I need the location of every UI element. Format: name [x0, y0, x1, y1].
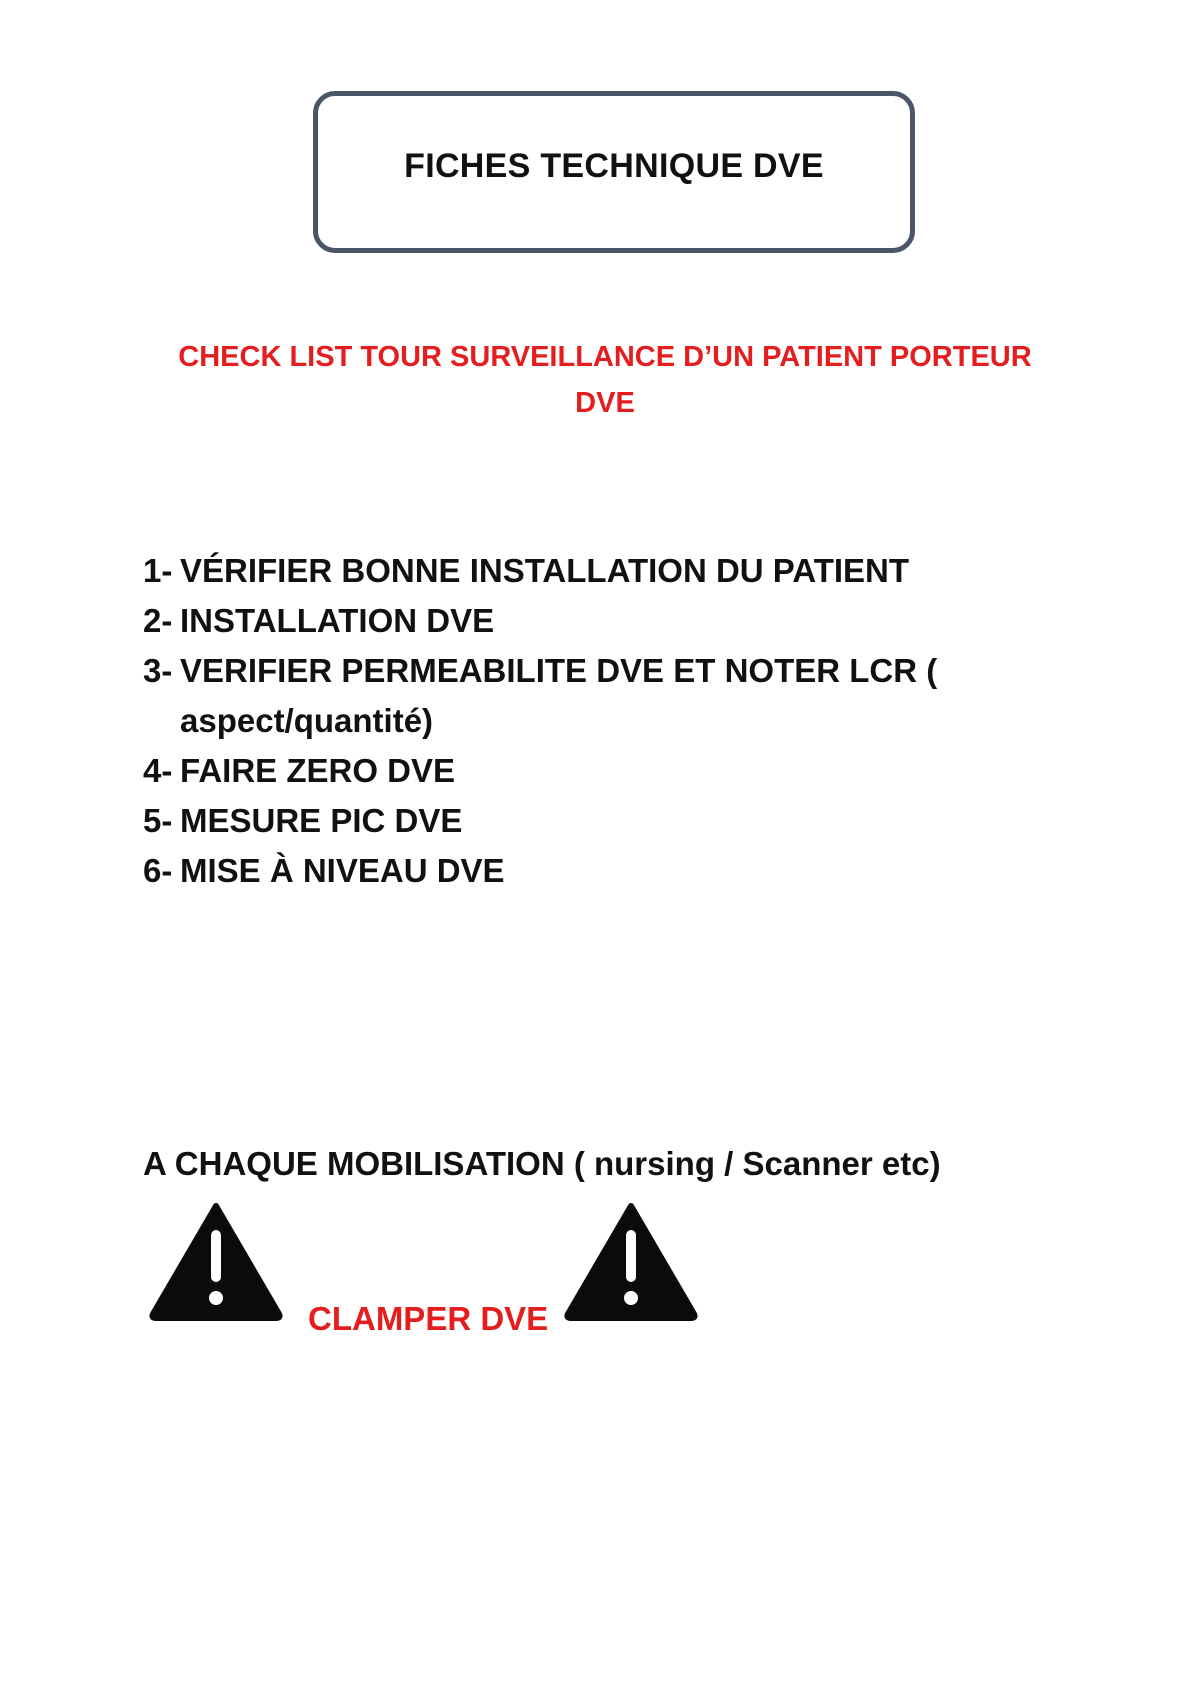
warning-triangle-icon	[148, 1200, 284, 1322]
subtitle-line-2: DVE	[575, 387, 635, 419]
subtitle-line-1: CHECK LIST TOUR SURVEILLANCE D’UN PATIENT PORTEUR	[178, 341, 1032, 373]
checklist-item-text: FAIRE ZERO DVE	[180, 752, 456, 789]
checklist-subtitle	[100, 334, 1110, 426]
checklist-item	[143, 646, 1043, 746]
checklist-item	[143, 796, 1043, 846]
checklist-item-text: VÉRIFIER BONNE INSTALLATION DU PATIENT	[180, 552, 910, 589]
checklist-item	[143, 846, 1043, 896]
checklist-item-number: 4-	[143, 752, 173, 789]
checklist-item-text: MESURE PIC DVE	[180, 802, 463, 839]
checklist-item-number: 6-	[143, 852, 173, 889]
warning-triangle-icon	[563, 1200, 699, 1322]
checklist-item-number: 1-	[143, 552, 173, 589]
checklist-item-number: 5-	[143, 802, 173, 839]
checklist-item-text: VERIFIER PERMEABILITE DVE ET NOTER LCR ( aspect/quantité)	[180, 652, 938, 739]
checklist-item	[143, 596, 1043, 646]
checklist-item-text: INSTALLATION DVE	[180, 602, 495, 639]
page-title: FICHES TECHNIQUE DVE	[404, 146, 824, 185]
checklist-item-text: MISE À NIVEAU DVE	[180, 852, 505, 889]
mobilisation-note: A CHAQUE MOBILISATION ( nursing / Scanner etc)	[143, 1145, 941, 1182]
checklist-item	[143, 746, 1043, 796]
checklist-item	[143, 546, 1043, 596]
title-box	[313, 91, 915, 253]
clamper-warning-label: CLAMPER DVE	[308, 1300, 549, 1337]
checklist	[143, 546, 1043, 896]
checklist-item-number: 2-	[143, 602, 173, 639]
checklist-item-number: 3-	[143, 652, 173, 689]
